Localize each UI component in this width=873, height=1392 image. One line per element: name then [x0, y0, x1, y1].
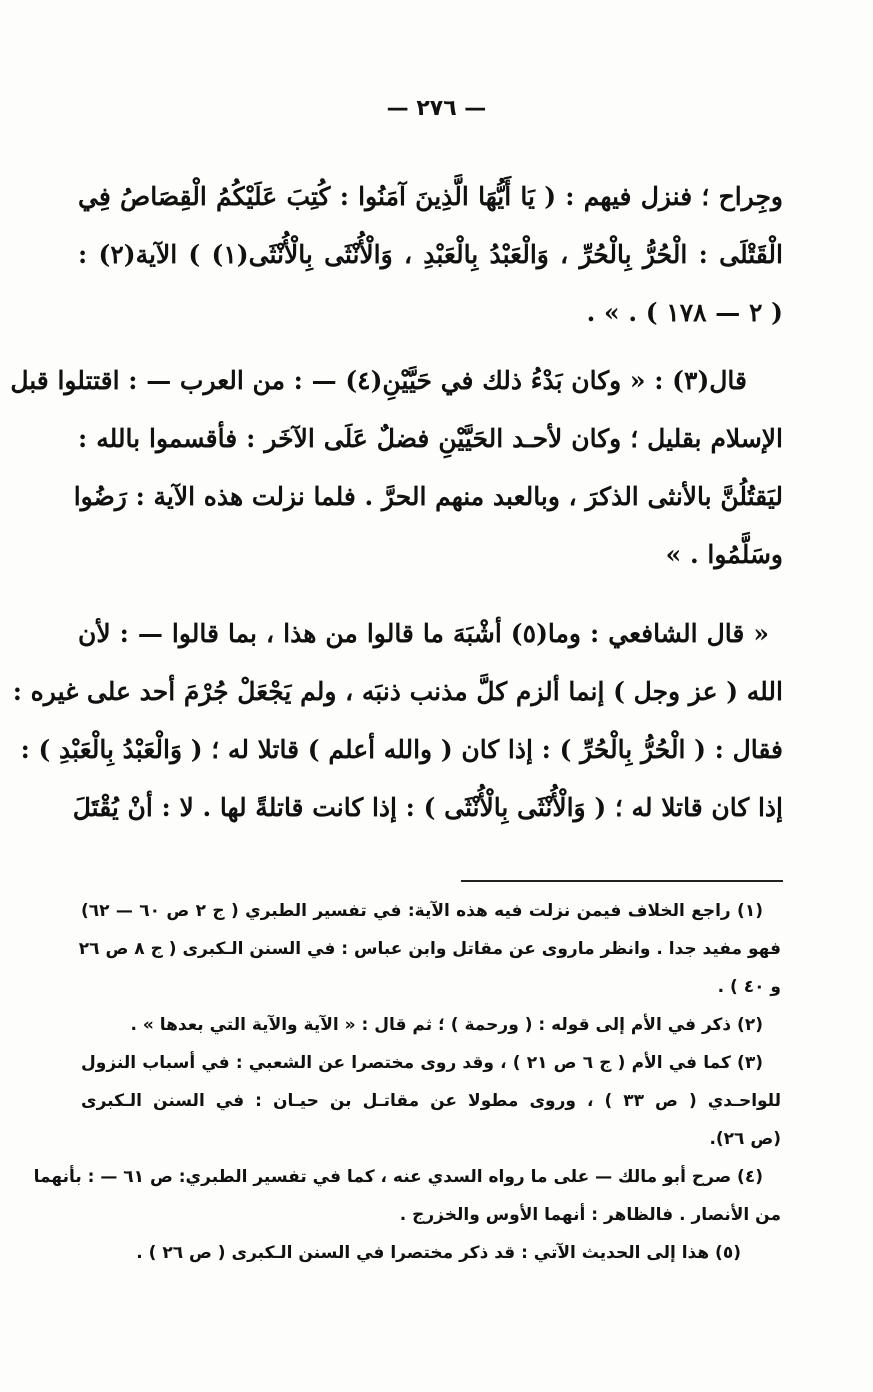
footnote-line: و ٤٠ ) . — [717, 977, 781, 997]
paragraph-3 — [12, 605, 783, 837]
text-line: قال(٣) : « وكان بَدْءُ ذلك في حَيَّيْنِ(٤) — : من العرب — : اقتتلوا قبل — [10, 366, 747, 395]
footnote-line: (ص ٢٦). — [709, 1129, 781, 1149]
text-line: الْقَتْلَى : الْحُرُّ بِالْحُرِّ ، وَالْعَبْدُ بِالْعَبْدِ ، وَالْأُنْثَى بِالْأُنْثَى(١) ) الآية(٢) : — [78, 240, 783, 269]
text-line: الله ( عز وجل ) إنما ألزم كلَّ مذنب ذنبَه ، ولم يَجْعَلْ جُرْمَ أحد على غيره : — [12, 677, 783, 706]
footnote-line: (٣) كما في الأم ( ج ٦ ص ٢١ ) ، وقد روى مختصرا عن الشعبي : في أسباب النزول — [81, 1053, 763, 1073]
footnote-line: (٢) ذكر في الأم إلى قوله : ( ورحمة ) ؛ ثم قال : « الآية والآية التي بعدها » . — [130, 1015, 763, 1035]
text-line: « قال الشافعي : وما(٥) أشْبَهَ ما قالوا من هذا ، بما قالوا — : لأن — [78, 619, 769, 648]
text-line: ( ٢ — ١٧٨ ) . » . — [586, 298, 783, 327]
footnote-line: (٤) صرح أبو مالك — على ما رواه السدي عنه ، كما في تفسير الطبري: ص ٦١ — : بأنهما — [33, 1167, 763, 1187]
footnote-line: من الأنصار . فالظاهر : أنهما الأوس والخزرج . — [399, 1205, 781, 1225]
footnotes — [33, 892, 782, 1272]
text-line: إذا كان قاتلا له ؛ ( وَالْأُنْثَى بِالْأُنْثَى ) : إذا كانت قاتلةً لها . لا : أنْ يُقْتَلَ — [72, 793, 783, 822]
footnote-line: للواحـدي ( ص ٣٣ ) ، وروى مطولا عن مقاتـل بن حيـان : في السنن الـكبرى — [81, 1091, 782, 1111]
text-line: الإسلام بقليل ؛ وكان لأحـد الحَيَّيْنِ فضلٌ عَلَى الآخَر : فأقسموا بالله : — [78, 424, 783, 453]
text-line: وسَلَّمُوا . » — [665, 540, 783, 569]
paragraph-1 — [78, 168, 783, 342]
text-line: فقال : ( الْحُرُّ بِالْحُرِّ ) : إذا كان ( والله أعلم ) قاتلا له ؛ ( وَالْعَبْدُ بِالْعَبْدِ ) : — [20, 735, 783, 764]
text-line: وجِراح ؛ فنزل فيهم : ( يَا أَيُّهَا الَّذِينَ آمَنُوا : كُتِبَ عَلَيْكُمُ الْقِصَاصُ فِي — [78, 182, 783, 211]
paragraph-2 — [10, 352, 783, 584]
footnote-line: (١) راجع الخلاف فيمن نزلت فيه هذه الآية: في تفسير الطبري ( ج ٢ ص ٦٠ — ٦٢) — [81, 901, 763, 921]
page-number: — ٢٧٦ — — [386, 96, 487, 121]
footnote-line: (٥) هذا إلى الحديث الآتي : قد ذكر مختصرا في السنن الـكبرى ( ص ٢٦ ) . — [136, 1243, 741, 1263]
text-line: ليَقتُلُنَّ بالأنثى الذكرَ ، وبالعبد منهم الحرَّ . فلما نزلت هذه الآية : رَضُوا — [73, 482, 783, 511]
footnote-line: فهو مفيد جدا . وانظر ماروى عن مقاتل وابن عباس : في السنن الـكبرى ( ج ٨ ص ٢٦ — [78, 939, 781, 959]
footnote-divider — [461, 880, 783, 882]
